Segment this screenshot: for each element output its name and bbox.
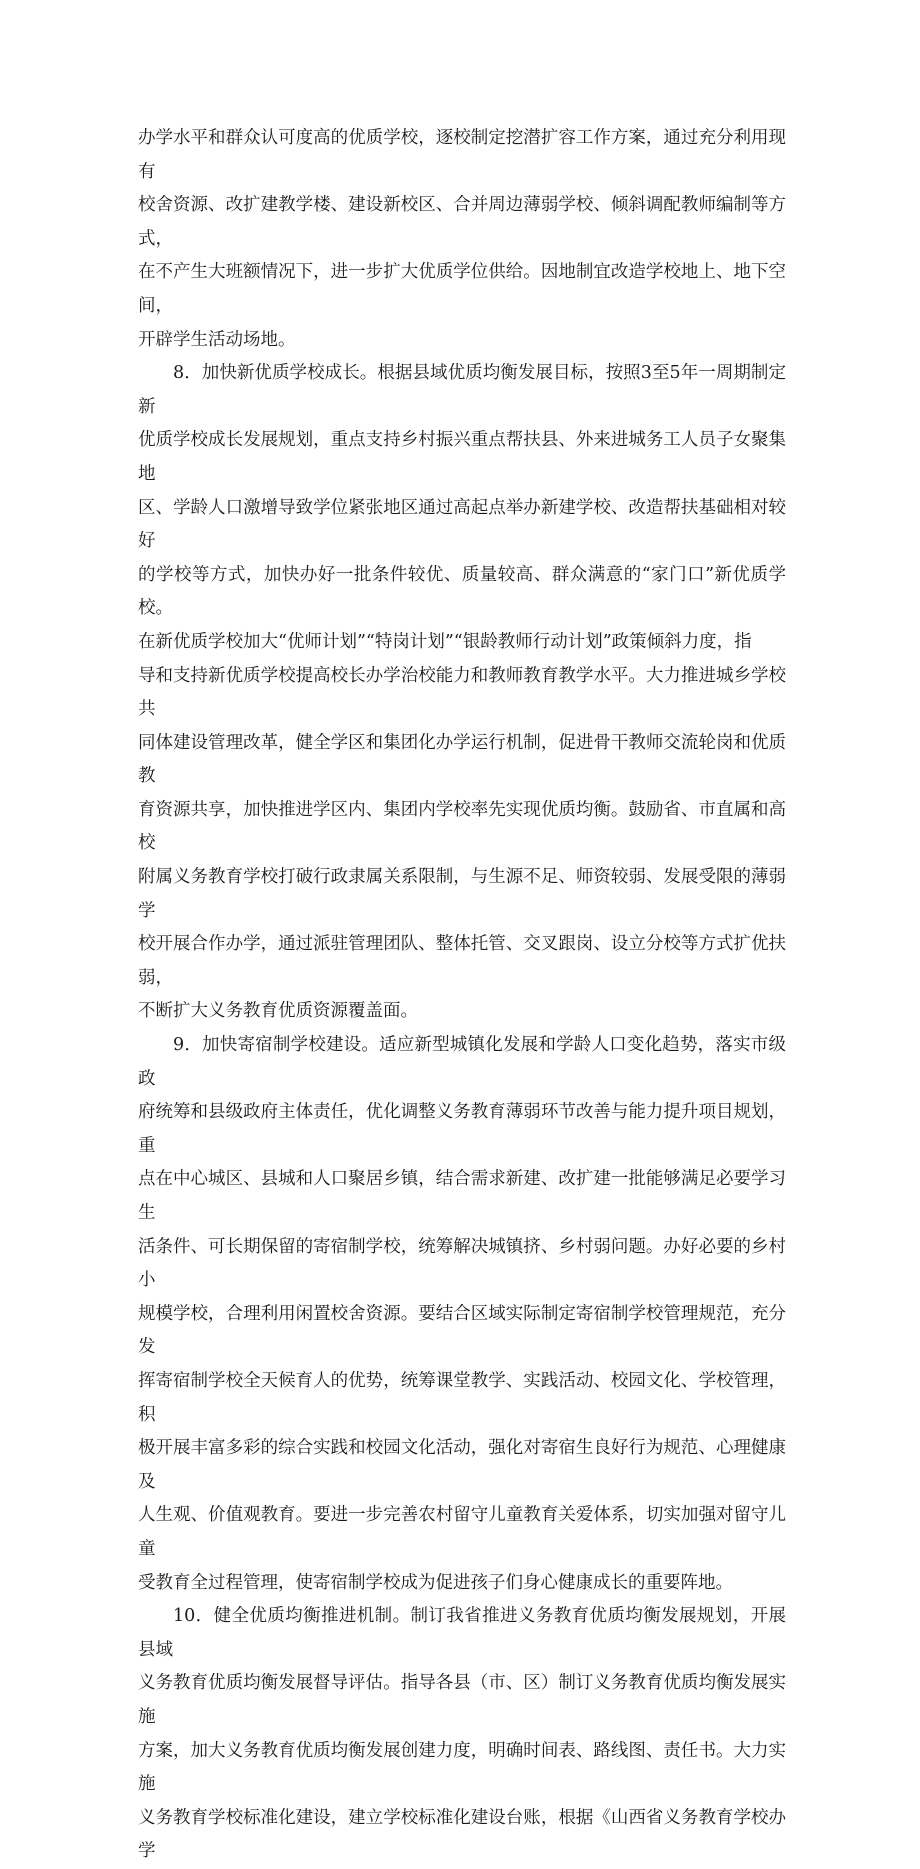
paragraph-item-9: 9．加快寄宿制学校建设。适应新型城镇化发展和学龄人口变化趋势，落实市级政 府统筹和县级政府主体责任，优化调整义务教育薄弱环节改善与能力提升项目规划，重 点在中心城区、县城和人口聚居乡镇，结合需求新建、改扩建一批能够满足必要学习生 活条件、可长期保留的寄宿制学校，统筹解决城镇挤、乡村弱问题。办好必要的乡村小 规模学校，合理利用闲置校舍资源。要结合区域实际制定寄宿制学校管理规范，充分发 挥寄宿制学校全天候育人的优势，统筹课堂教学、实践活动、校园文化、学校管理，积 极开展丰富多彩的综合实践和校园文化活动，强化对寄宿生良好行为规范、心理健康及 人生观、价值观教育。要进一步完善农村留守儿童教育关爱体系，切实加强对留守儿童 受教育全过程管理，使寄宿制学校成为促进孩子们身心健康成长的重要阵地。 — [138, 1035, 786, 1593]
document-body — [138, 122, 786, 1869]
paragraph-item-10: 10．健全优质均衡推进机制。制订我省推进义务教育优质均衡发展规划，开展县域 义务教育优质均衡发展督导评估。指导各县（市、区）制订义务教育优质均衡发展实施 方案，加大义务教育优质均衡发展创建力度，明确时间表、路线图、责任书。大力实施 义务教育学校标准化建设，建立学校标准化建设台账，根据《山西省义务教育学校办学 — [138, 1606, 786, 1862]
paragraph-item-8: 8．加快新优质学校成长。根据县域优质均衡发展目标，按照3至5年一周期制定新 优质学校成长发展规划，重点支持乡村振兴重点帮扶县、外来进城务工人员子女聚集地 区、学龄人口激增导致学位紧张地区通过高起点举办新建学校、改造帮扶基础相对较好 的学校等方式，加快办好一批条件较优、质量较高、群众满意的“家门口”新优质学校。 在新优质学校加大“优师计划”“特岗计划”“银龄教师行动计划”政策倾斜力度，指 导和支持新优质学校提高校长办学治校能力和教师教育教学水平。大力推进城乡学校共 同体建设管理改革，健全学区和集团化办学运行机制，促进骨干教师交流轮岗和优质教 育资源共享，加快推进学区内、集团内学校率先实现优质均衡。鼓励省、市直属和高校 附属义务教育学校打破行政隶属关系限制，与生源不足、师资较弱、发展受限的薄弱学 校开展合作办学，通过派驻管理团队、整体托管、交叉跟岗、设立分校等方式扩优扶弱， 不断扩大义务教育优质资源覆盖面。 — [138, 363, 786, 1022]
paragraph-continued: 办学水平和群众认可度高的优质学校，逐校制定挖潜扩容工作方案，通过充分利用现有 校舍资源、改扩建教学楼、建设新校区、合并周边薄弱学校、倾斜调配教师编制等方式， 在不产生大班额情况下，进一步扩大优质学位供给。因地制宜改造学校地上、地下空间， 开辟学生活动场地。 — [138, 128, 786, 350]
